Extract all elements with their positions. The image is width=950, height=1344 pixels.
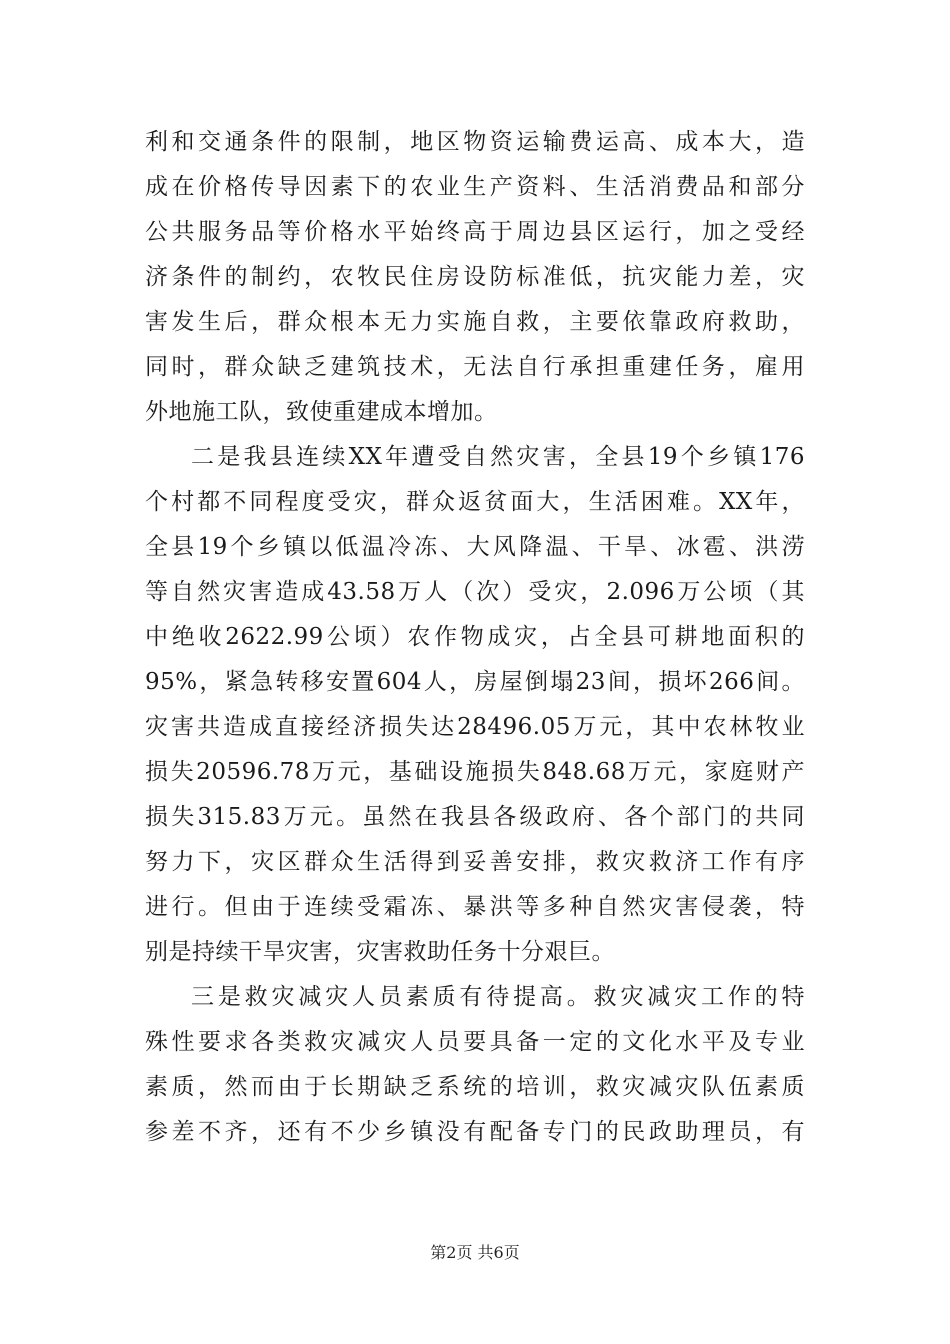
page-footer: 第2页 共6页 — [430, 1243, 520, 1262]
text-line: 个村都不同程度受灾，群众返贫面大，生活困难。XX年， — [145, 489, 805, 515]
text-line: 95%，紧急转移安置604人，房屋倒塌23间，损坏266间。 — [145, 669, 805, 695]
body-text — [145, 120, 805, 1155]
text-line: 同时，群众缺乏建筑技术，无法自行承担重建任务，雇用 — [145, 354, 805, 380]
text-line: 损失20596.78万元，基础设施损失848.68万元，家庭财产 — [145, 759, 805, 785]
text-line: 参差不齐，还有不少乡镇没有配备专门的民政助理员，有 — [145, 1119, 805, 1145]
text-line: 成在价格传导因素下的农业生产资料、生活消费品和部分 — [145, 174, 805, 200]
text-line: 外地施工队，致使重建成本增加。 — [145, 399, 498, 425]
text-line: 等自然灾害造成43.58万人（次）受灾，2.096万公顷（其 — [145, 579, 805, 605]
text-line: 济条件的制约，农牧民住房设防标准低，抗灾能力差，灾 — [145, 264, 805, 290]
text-line: 中绝收2622.99公顷）农作物成灾，占全县可耕地面积的 — [145, 624, 805, 650]
text-line: 损失315.83万元。虽然在我县各级政府、各个部门的共同 — [145, 804, 805, 830]
text-line: 进行。但由于连续受霜冻、暴洪等多种自然灾害侵袭，特 — [145, 894, 805, 920]
text-line: 害发生后，群众根本无力实施自救，主要依靠政府救助， — [145, 309, 805, 335]
text-line: 殊性要求各类救灾减灾人员要具备一定的文化水平及专业 — [145, 1029, 805, 1055]
text-line: 公共服务品等价格水平始终高于周边县区运行，加之受经 — [145, 219, 805, 245]
text-line: 三是救灾减灾人员素质有待提高。救灾减灾工作的特 — [191, 984, 805, 1010]
text-line: 全县19个乡镇以低温冷冻、大风降温、干旱、冰雹、洪涝 — [145, 534, 805, 560]
text-line: 努力下，灾区群众生活得到妥善安排，救灾救济工作有序 — [145, 849, 805, 875]
text-line: 利和交通条件的限制，地区物资运输费运高、成本大，造 — [145, 129, 805, 155]
text-line: 灾害共造成直接经济损失达28496.05万元，其中农林牧业 — [145, 714, 805, 740]
text-line: 别是持续干旱灾害，灾害救助任务十分艰巨。 — [145, 939, 615, 965]
text-line: 素质，然而由于长期缺乏系统的培训，救灾减灾队伍素质 — [145, 1074, 805, 1100]
text-line: 二是我县连续XX年遭受自然灾害，全县19个乡镇176 — [191, 444, 805, 470]
